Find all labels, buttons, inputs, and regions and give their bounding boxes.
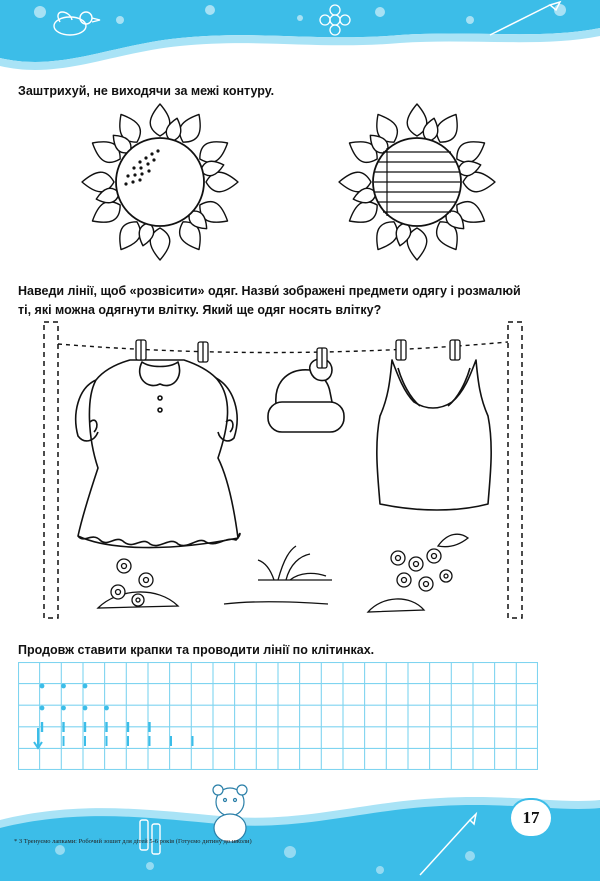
dress-drawing[interactable] bbox=[76, 360, 240, 548]
sunflower-right[interactable] bbox=[335, 102, 500, 262]
dots-row-2 bbox=[40, 706, 109, 711]
task-clothes-instruction bbox=[18, 282, 583, 320]
brush-icon bbox=[480, 0, 570, 40]
bird-icon bbox=[30, 4, 110, 44]
clothespin-5 bbox=[450, 340, 460, 360]
footer-banner bbox=[0, 780, 600, 881]
grid-exercise[interactable] bbox=[18, 662, 538, 770]
clothespin-3 bbox=[317, 348, 327, 368]
flower-decoration-icon bbox=[300, 2, 370, 42]
footnote: * З Тренуємо лапками: Робочий зошит для дітей 5-6 років (Готуємо дитину до школи) bbox=[14, 838, 252, 845]
flowers-left-drawing bbox=[98, 559, 178, 608]
tank-top-drawing[interactable] bbox=[377, 360, 491, 510]
task-clothes-line-2: ті, які можна одягнути влітку. Який ще одяг носять влітку? bbox=[18, 303, 382, 317]
clothespin-2 bbox=[198, 342, 208, 362]
dots-row-1 bbox=[40, 684, 88, 689]
teddy-bear-icon bbox=[213, 785, 247, 842]
task-dots-instruction: Продовж ставити крапки та проводити лінії по клітинках. bbox=[18, 643, 375, 657]
clothesline-scene bbox=[38, 318, 528, 628]
sunflower-left[interactable] bbox=[78, 102, 243, 262]
right-post[interactable] bbox=[508, 322, 522, 618]
hat-drawing[interactable] bbox=[268, 359, 344, 432]
page-number: 17 bbox=[522, 808, 540, 827]
clothespin-4 bbox=[396, 340, 406, 360]
task-clothes-line-1: Наведи лінії, щоб «розвісити» одяг. Назви́ зображені предмети одягу і розмалюй bbox=[18, 284, 521, 298]
page-number-badge bbox=[511, 800, 551, 836]
task-hatching-instruction: Заштрихуй, не виходячи за межі контуру. bbox=[18, 84, 275, 98]
clothesline-rope[interactable] bbox=[58, 342, 508, 353]
flowers-right-drawing bbox=[368, 534, 468, 612]
lines-row-4 bbox=[34, 728, 193, 748]
left-post[interactable] bbox=[44, 322, 58, 618]
grass-drawing bbox=[224, 546, 332, 604]
clothespin-1 bbox=[136, 340, 146, 360]
